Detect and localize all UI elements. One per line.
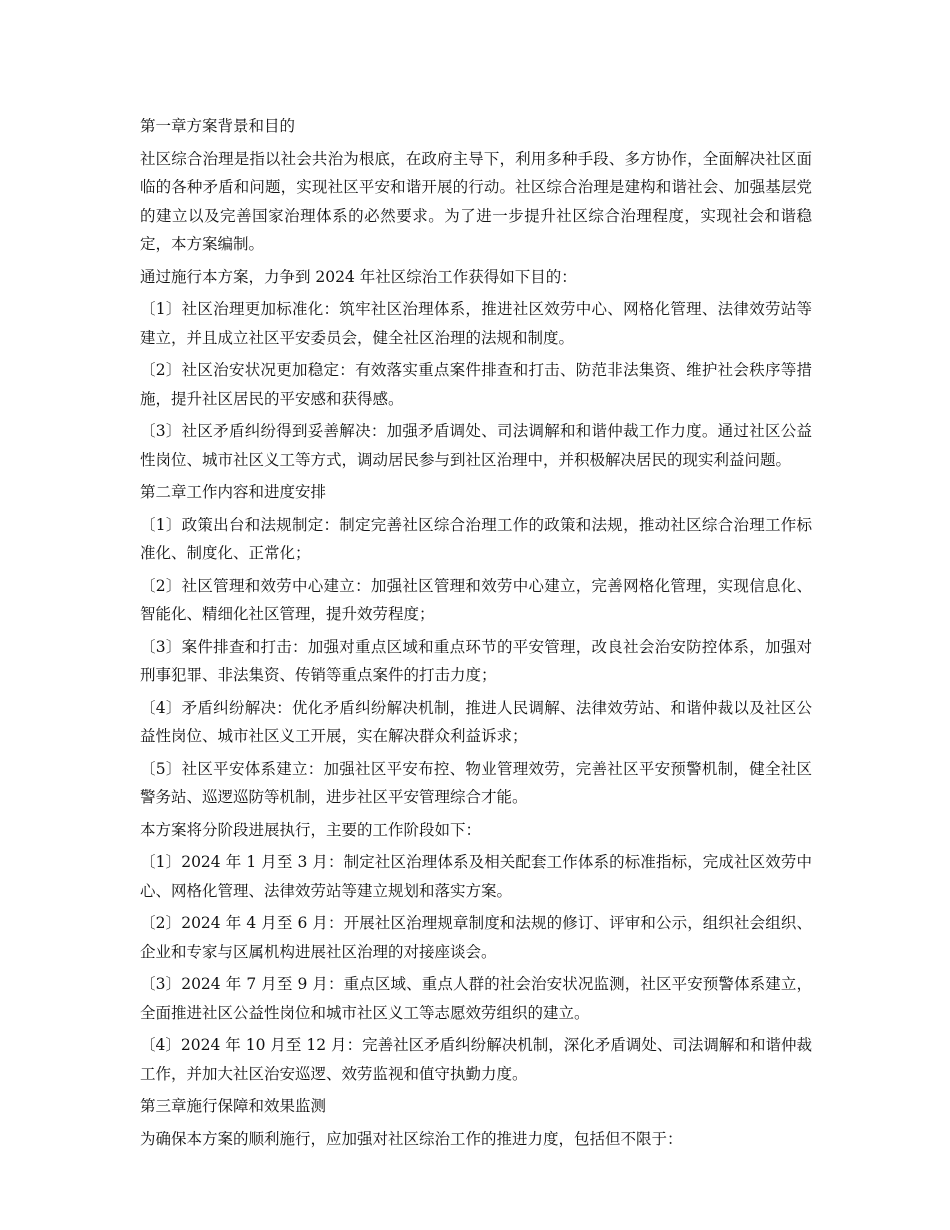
document-body <box>140 112 812 1157</box>
chapter-1-heading: 第一章方案背景和目的 <box>140 117 296 135</box>
phase-item-1: 〔1〕2024 年 1 月至 3 月：制定社区治理体系及相关配套工作体系的标准指标，完成社区效劳中心、网格化管理、法律效劳站等建立规划和落实方案。 <box>140 853 812 900</box>
goal-item-1: 〔1〕社区治理更加标准化：筑牢社区治理体系，推进社区效劳中心、网格化管理、法律效劳站等建立，并且成立社区平安委员会，健全社区治理的法规和制度。 <box>140 300 812 347</box>
goal-item-2: 〔2〕社区治安状况更加稳定：有效落实重点案件排查和打击、防范非法集资、维护社会秩序等措施，提升社区居民的平安感和获得感。 <box>140 361 812 408</box>
phase-item-3: 〔3〕2024 年 7 月至 9 月：重点区域、重点人群的社会治安状况监测，社区平安预警体系建立，全面推进社区公益性岗位和城市社区义工等志愿效劳组织的建立。 <box>140 975 812 1022</box>
goal-intro-paragraph: 通过施行本方案，力争到 2024 年社区综治工作获得如下目的： <box>140 267 577 286</box>
work-item-1: 〔1〕政策出台和法规制定：制定完善社区综合治理工作的政策和法规，推动社区综合治理工作标准化、制度化、正常化； <box>140 515 812 562</box>
work-item-2: 〔2〕社区管理和效劳中心建立：加强社区管理和效劳中心建立，完善网格化管理，实现信息化、智能化、精细化社区管理，提升效劳程度； <box>140 576 812 623</box>
background-paragraph: 社区综合治理是指以社会共治为根底，在政府主导下，利用多种手段、多方协作，全面解决社区面临的各种矛盾和问题，实现社区平安和谐开展的行动。社区综合治理是建构和谐社会、加强基层党的建立以及完善国家治理体系的必然要求。为了进一步提升社区综合治理程度，实现社会和谐稳定，本方案编制。 <box>140 149 812 253</box>
guarantee-intro-paragraph: 为确保本方案的顺利施行，应加强对社区综治工作的推进力度，包括但不限于： <box>140 1129 683 1148</box>
chapter-3-heading: 第三章施行保障和效果监测 <box>140 1097 327 1115</box>
work-item-4: 〔4〕矛盾纠纷解决：优化矛盾纠纷解决机制，推进人民调解、法律效劳站、和谐仲裁以及社区公益性岗位、城市社区义工开展，实在解决群众利益诉求； <box>140 698 812 745</box>
chapter-2-heading: 第二章工作内容和进度安排 <box>140 483 327 501</box>
work-item-3: 〔3〕案件排查和打击：加强对重点区域和重点环节的平安管理，改良社会治安防控体系，加强对刑事犯罪、非法集资、传销等重点案件的打击力度； <box>140 637 812 684</box>
goal-item-3: 〔3〕社区矛盾纠纷得到妥善解决：加强矛盾调处、司法调解和和谐仲裁工作力度。通过社区公益性岗位、城市社区义工等方式，调动居民参与到社区治理中，并积极解决居民的现实利益问题。 <box>140 422 812 469</box>
phase-item-2: 〔2〕2024 年 4 月至 6 月：开展社区治理规章制度和法规的修订、评审和公示，组织社会组织、企业和专家与区属机构进展社区治理的对接座谈会。 <box>140 914 812 961</box>
work-item-5: 〔5〕社区平安体系建立：加强社区平安布控、物业管理效劳，完善社区平安预警机制，健全社区警务站、巡逻巡防等机制，进步社区平安管理综合才能。 <box>140 759 812 806</box>
phase-item-4: 〔4〕2024 年 10 月至 12 月：完善社区矛盾纠纷解决机制，深化矛盾调处、司法调解和和谐仲裁工作，并加大社区治安巡逻、效劳监视和值守执勤力度。 <box>140 1036 812 1083</box>
phase-intro-paragraph: 本方案将分阶段进展执行，主要的工作阶段如下： <box>140 820 482 839</box>
